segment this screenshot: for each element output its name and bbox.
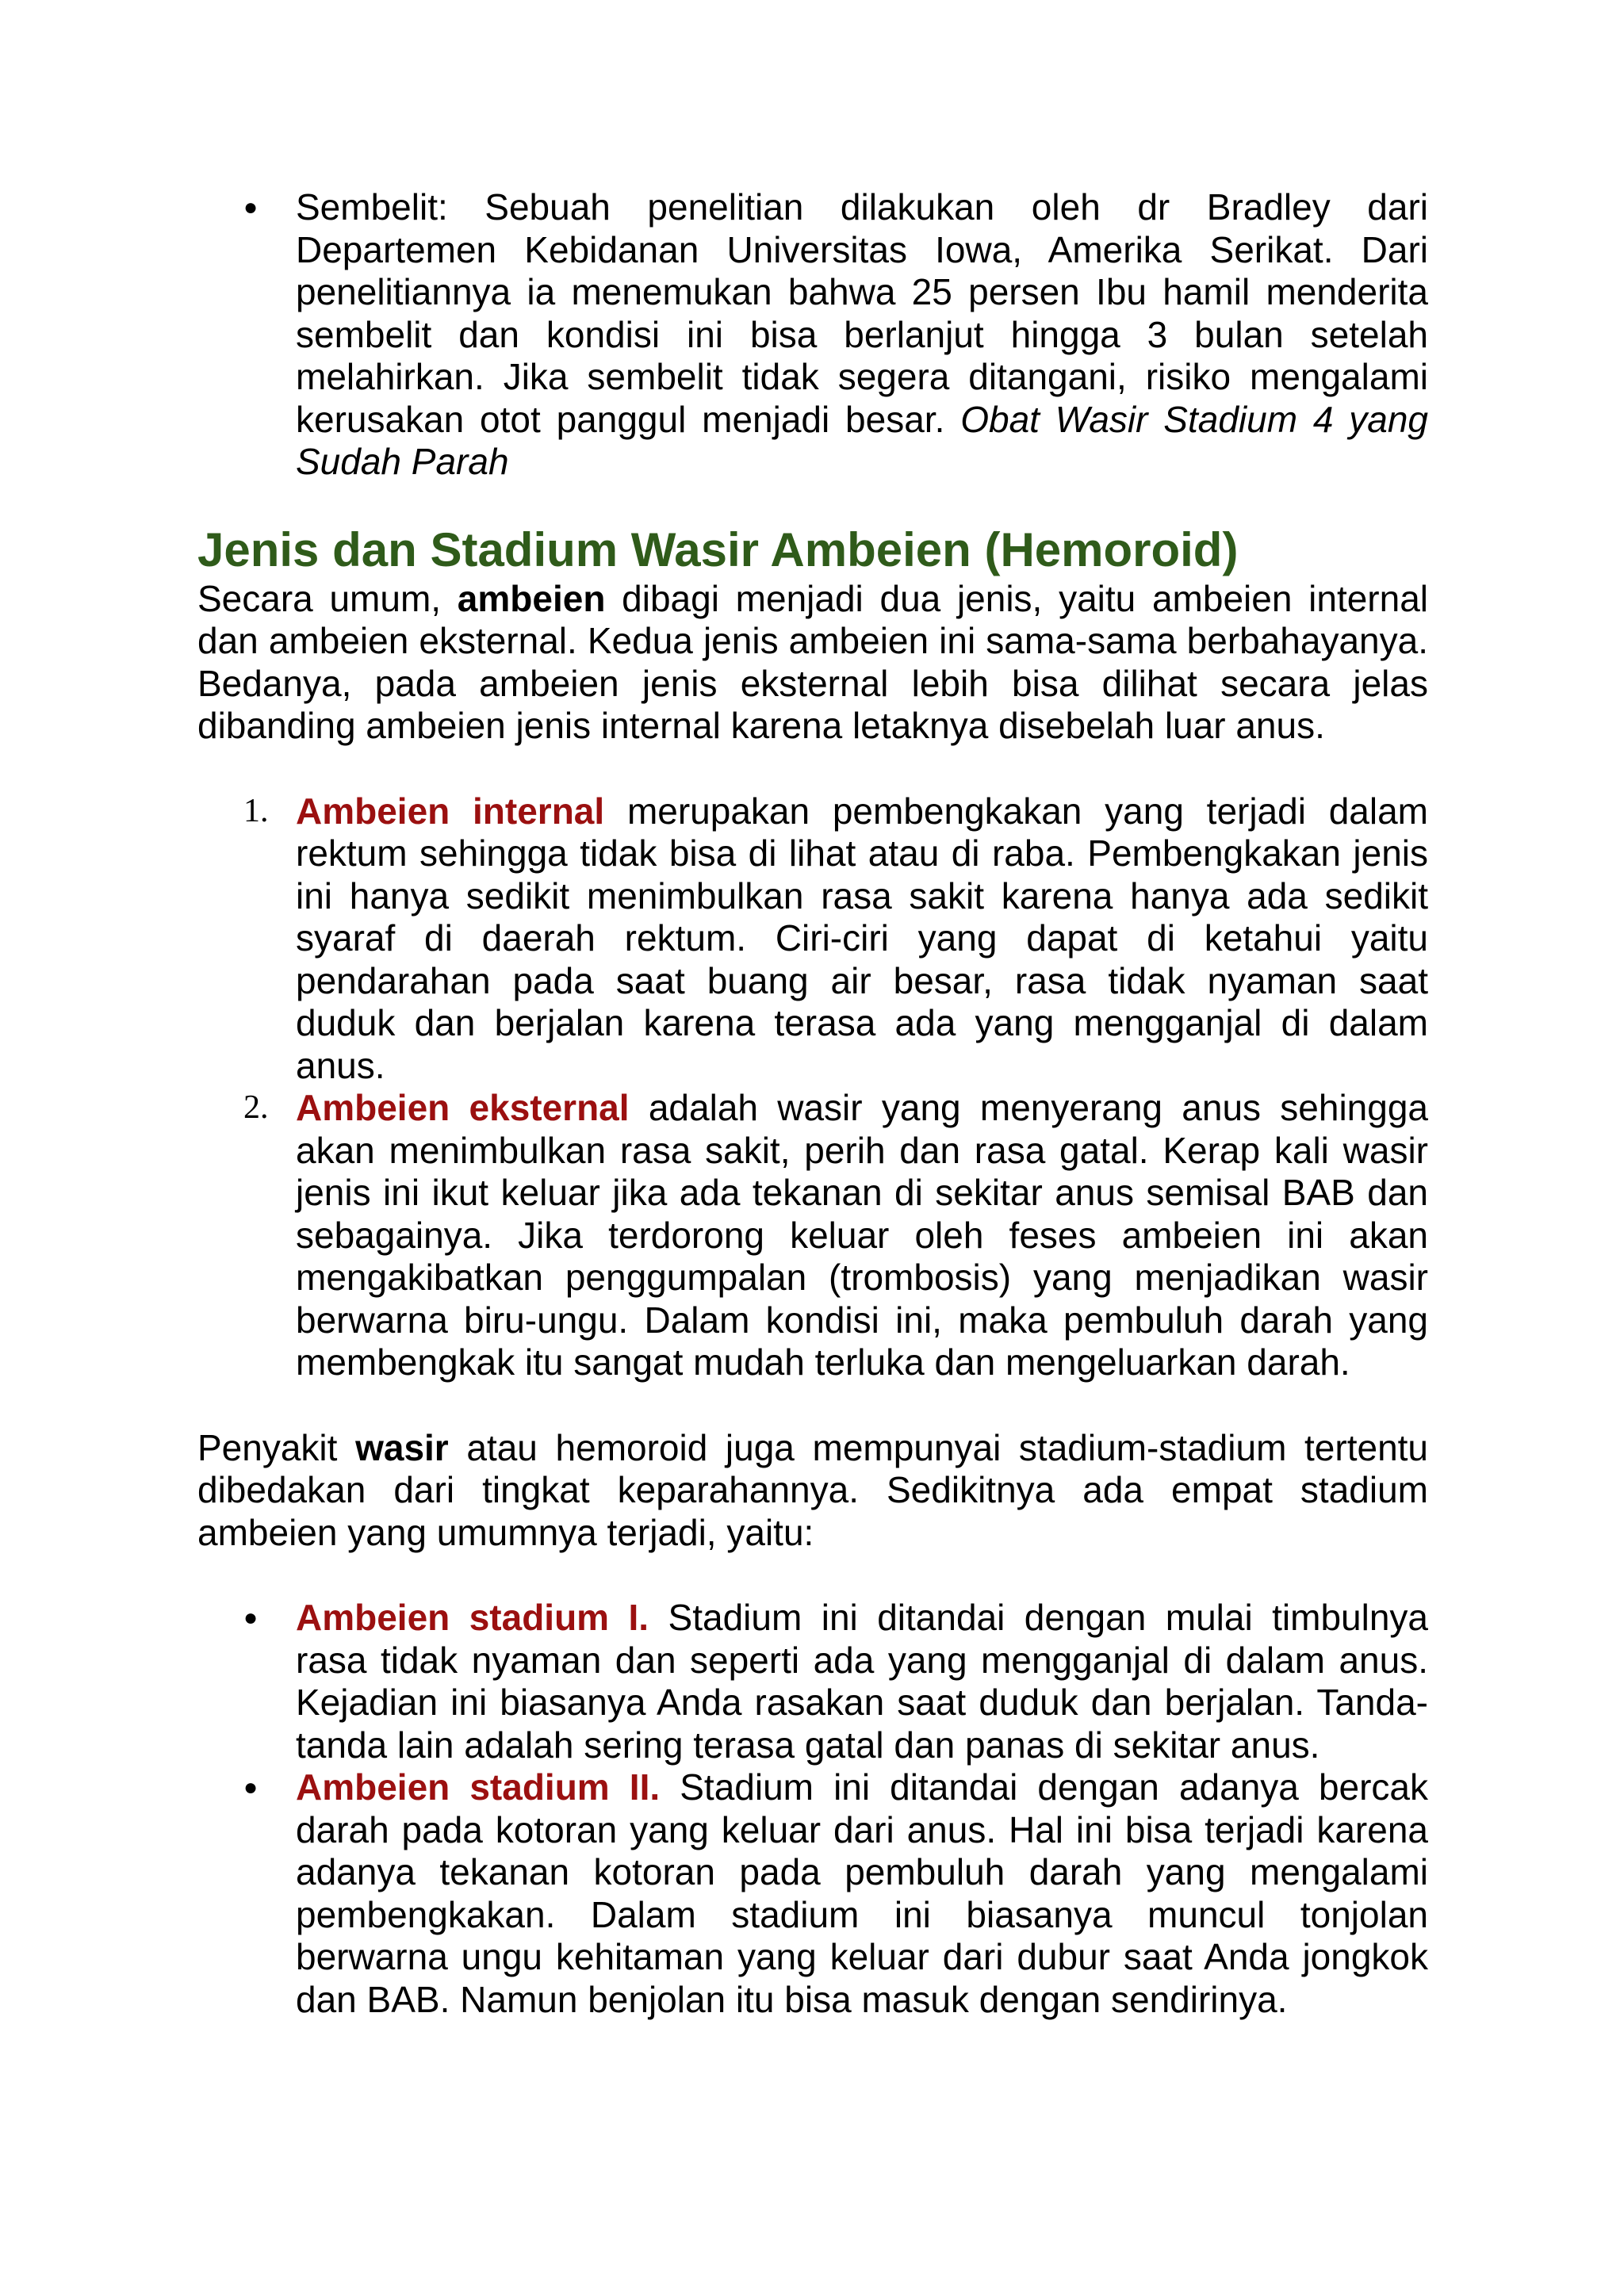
list-item-title: Ambeien eksternal — [296, 1087, 630, 1128]
bold-term: wasir — [355, 1426, 449, 1468]
bullet-icon: ● — [243, 194, 259, 220]
paragraph-text: Penyakit — [197, 1426, 338, 1468]
paragraph-text: dibagi menjadi dua jenis, yaitu ambeien internal dan ambeien eksternal. Kedua jenis ambeien ini sama-sama berbahayanya. Bedanya, pada ambeien jenis eksternal lebih bisa dilihat secara jelas dibanding ambeien jenis internal karena letaknya disebelah luar anus. — [197, 577, 1429, 746]
list-item-title: Ambeien internal — [296, 790, 605, 832]
list-item — [197, 790, 1428, 1088]
list-item-title: Ambeien stadium II. — [296, 1766, 661, 1808]
paragraph-text: Secara umum, — [197, 577, 442, 619]
list-item — [197, 1766, 1428, 2021]
bullet-icon: ● — [243, 1774, 259, 1800]
bold-term: ambeien — [457, 577, 606, 619]
list-number: 1. — [243, 792, 269, 829]
list-item-text: Stadium ini ditandai dengan mulai timbulnya rasa tidak nyaman dan seperti ada yang mengganjal di dalam anus. Kejadian ini biasanya Anda rasakan saat duduk dan berjalan. Tanda-tanda lain adalah sering terasa gatal dan panas di sekitar anus. — [296, 1597, 1428, 1766]
list-item-title: Ambeien stadium I. — [296, 1597, 649, 1638]
stages-intro-paragraph — [197, 1427, 1428, 1555]
list-item — [197, 1087, 1428, 1384]
document-page — [197, 186, 1428, 2021]
list-item-text: adalah wasir yang menyerang anus sehingga akan menimbulkan rasa sakit, perih dan rasa gatal. Kerap kali wasir jenis ini ikut keluar jika ada tekanan di sekitar anus semisal BAB dan sebagainya. Jika terdorong keluar oleh feses ambeien ini akan mengakibatkan penggumpalan (trombosis) yang menjadikan wasir berwarna biru-ungu. Dalam kondisi ini, maka pembuluh darah yang membengkak itu sangat mudah terluka dan mengeluarkan darah. — [296, 1087, 1429, 1383]
intro-paragraph — [197, 578, 1428, 748]
italic-link-text: Obat Wasir Stadium 4 yang Sudah Parah — [296, 398, 1429, 482]
list-item — [197, 1597, 1428, 1766]
intro-bullet-list — [197, 186, 1428, 484]
list-number: 2. — [243, 1089, 269, 1126]
list-item-text: Stadium ini ditandai dengan adanya bercak darah pada kotoran yang keluar dari anus. Hal ini bisa terjadi karena adanya tekanan kotoran pada pembuluh darah yang mengalami pembengkakan. Dalam stadium ini biasanya muncul tonjolan berwarna ungu kehitaman yang keluar dari dubur saat Anda jongkok dan BAB. Namun benjolan itu bisa masuk dengan sendirinya. — [296, 1766, 1429, 2020]
list-item — [197, 186, 1428, 484]
stages-bullet-list — [197, 1597, 1428, 2021]
bullet-icon: ● — [243, 1605, 259, 1631]
section-heading: Jenis dan Stadium Wasir Ambeien (Hemoroid) — [197, 522, 1239, 576]
paragraph-text: atau hemoroid juga mempunyai stadium-stadium tertentu dibedakan dari tingkat keparahannya. Sedikitnya ada empat stadium ambeien yang umumnya terjadi, yaitu: — [197, 1426, 1429, 1553]
list-item-text: Sembelit: Sebuah penelitian dilakukan oleh dr Bradley dari Departemen Kebidanan Universitas Iowa, Amerika Serikat. Dari penelitiannya ia menemukan bahwa 25 persen Ibu hamil menderita sembelit dan kondisi ini bisa berlanjut hingga 3 bulan setelah melahirkan. Jika sembelit tidak segera ditangani, risiko mengalami kerusakan otot panggul menjadi besar. — [296, 186, 1428, 440]
types-numbered-list — [197, 790, 1428, 1384]
list-item-text: merupakan pembengkakan yang terjadi dalam rektum sehingga tidak bisa di lihat atau di raba. Pembengkakan jenis ini hanya sedikit menimbulkan rasa sakit karena hanya ada sedikit syaraf di daerah rektum. Ciri-ciri yang dapat di ketahui yaitu pendarahan pada saat buang air besar, rasa tidak nyaman saat duduk dan berjalan karena terasa ada yang mengganjal di dalam anus. — [296, 790, 1428, 1086]
